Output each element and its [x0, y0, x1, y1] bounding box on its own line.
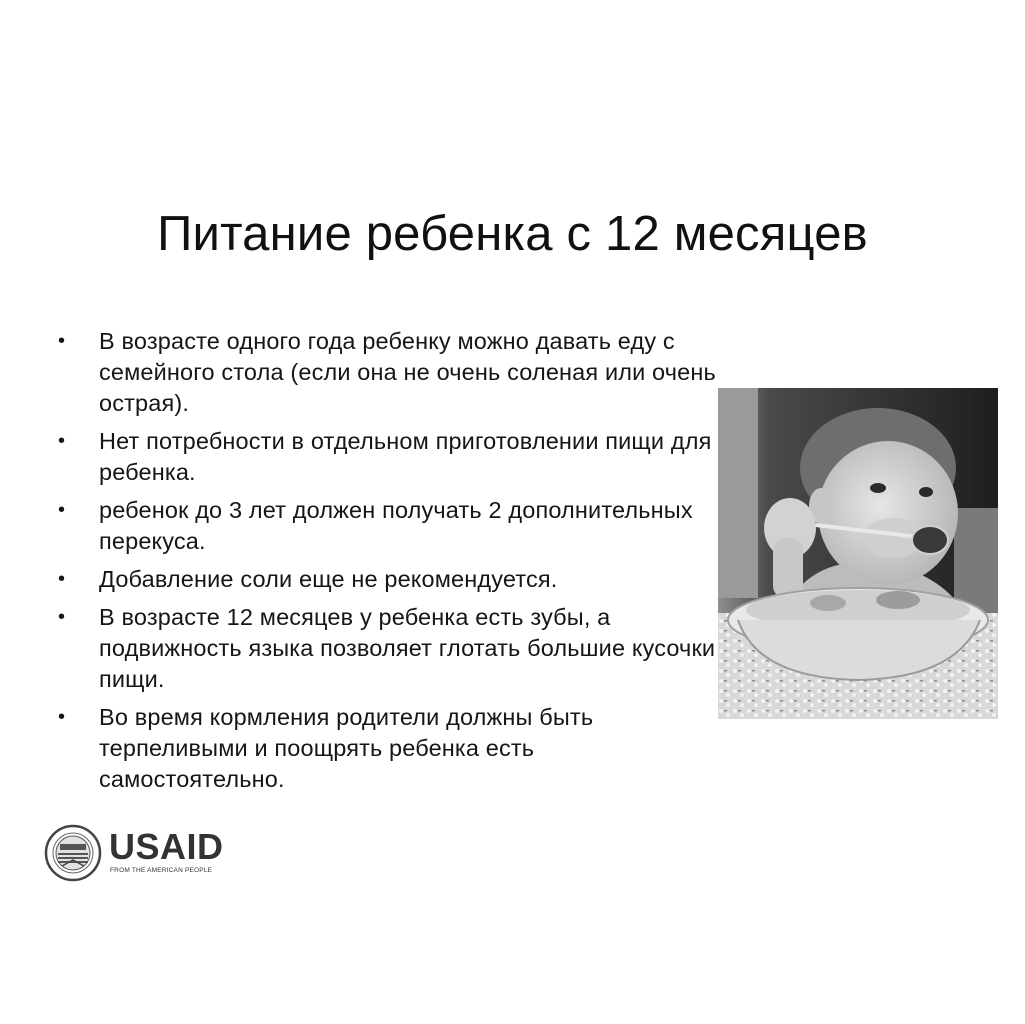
- slide-title: Питание ребенка с 12 месяцев: [157, 207, 868, 261]
- bullet-item: [58, 426, 718, 488]
- usaid-wordmark: USAID: [109, 826, 224, 867]
- bullet-item: [58, 495, 718, 557]
- bullet-list: [58, 326, 718, 802]
- child-eating-photo: [718, 388, 998, 719]
- bullet-text: Нет потребности в отдельном приготовлении пищи для ребенка.: [99, 428, 712, 485]
- usaid-seal-icon: [44, 824, 102, 882]
- bullet-marker: •: [58, 606, 66, 628]
- usaid-tagline: FROM THE AMERICAN PEOPLE: [110, 867, 213, 874]
- bullet-marker: •: [58, 568, 66, 590]
- bullet-marker: •: [58, 706, 66, 728]
- bullet-text: Добавление соли еще не рекомендуется.: [99, 566, 558, 592]
- usaid-logo: [44, 824, 244, 884]
- bullet-item: [58, 602, 718, 695]
- bullet-marker: •: [58, 499, 66, 521]
- bullet-text: ребенок до 3 лет должен получать 2 дополнительных перекуса.: [99, 497, 693, 554]
- bullet-item: [58, 564, 718, 595]
- bullet-item: [58, 326, 718, 419]
- bullet-marker: •: [58, 430, 66, 452]
- bullet-text: В возрасте 12 месяцев у ребенка есть зубы, а подвижность языка позволяет глотать большие кусочки пищи.: [99, 604, 716, 692]
- bullet-marker: •: [58, 330, 66, 352]
- bullet-item: [58, 702, 718, 795]
- bullet-text: Во время кормления родители должны быть терпеливыми и поощрять ребенка есть самостоятельно.: [99, 704, 594, 792]
- bullet-text: В возрасте одного года ребенку можно давать еду с семейного стола (если она не очень соленая или очень острая).: [99, 328, 716, 416]
